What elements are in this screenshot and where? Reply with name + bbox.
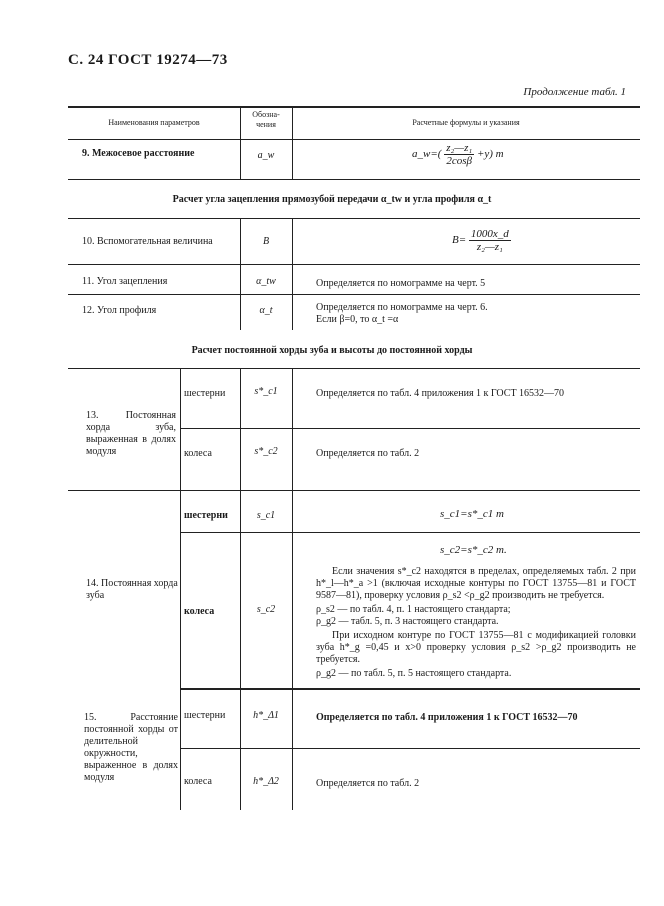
col-divider (292, 368, 293, 490)
row14-p5: ρ_g2 — по табл. 5, п. 5 настоящего стандарта. (316, 668, 512, 679)
col-header-formula: Расчетные формулы и указания (412, 118, 520, 127)
col-header-symbol: Обозна- чения (252, 110, 280, 129)
row-rule (180, 532, 640, 533)
row14-sub2: колеса (184, 606, 215, 617)
row-rule (68, 179, 640, 180)
row11-name: 11. Угол зацепления (82, 276, 168, 287)
row10-formula (452, 228, 511, 253)
formula-numerator: 1000x_d (470, 228, 509, 240)
row14-formula2: s_c2=s*_c2 m. (440, 544, 507, 556)
row-rule (180, 748, 640, 749)
row-rule (68, 368, 640, 369)
col-divider (240, 490, 241, 688)
row9-formula (412, 142, 504, 167)
row-rule (68, 490, 640, 491)
row-rule (180, 428, 640, 429)
row-rule (180, 688, 640, 690)
col-divider (292, 688, 293, 810)
row11-symbol: α_tw (256, 276, 276, 287)
col-divider (292, 139, 293, 179)
col-divider (240, 106, 241, 139)
row12-symbol: α_t (259, 305, 273, 316)
col-divider (292, 490, 293, 688)
row14-name: 14. Постоянная хорда зуба (86, 578, 178, 601)
row10-name: 10. Вспомогательная величина (82, 236, 213, 247)
row9-symbol: a_w (257, 150, 275, 161)
row15-text1: Определяется по табл. 4 приложения 1 к ГОСТ 16532—70 (316, 712, 578, 723)
section-title-2: Расчет постоянной хорды зуба и высоты до постоянной хорды (191, 345, 473, 356)
formula-part: +y) m (476, 148, 504, 161)
col-divider (240, 688, 241, 810)
table-top-rule (68, 106, 640, 108)
row15-text2: Определяется по табл. 2 (316, 778, 420, 789)
row15-sub1: шестерни (184, 710, 226, 721)
row14-p2: ρ_s2 — по табл. 4, п. 1 настоящего стандарта; (316, 604, 511, 615)
row13-sub2: колеса (184, 448, 212, 459)
row15-sym1: h*_Δ1 (253, 710, 279, 721)
row15-name: 15. Расстояние постоянной хорды от делительной окружности, выраженное в долях модуля (84, 712, 178, 783)
row14-formula1: s_c1=s*_c1 m (440, 508, 504, 520)
row12-name: 12. Угол профиля (82, 305, 157, 316)
row14-p3: ρ_g2 — табл. 5, п. 3 настоящего стандарта. (316, 616, 499, 627)
row14-sym1: s_c1 (256, 510, 276, 521)
row-rule (68, 218, 640, 219)
row11-text: Определяется по номограмме на черт. 5 (316, 278, 486, 289)
row13-name: 13. Постоянная хорда зуба, выраженная в долях модуля (86, 410, 176, 457)
col-divider (240, 368, 241, 490)
col-divider (292, 264, 293, 294)
row13-text1: Определяется по табл. 4 приложения 1 к ГОСТ 16532—70 (316, 388, 565, 399)
row14-p4: При исходном контуре по ГОСТ 13755—81 с модификацией головки зуба h*_g =0,45 и x>0 проверку условия ρ_s2 >ρ_g2 производить не требуется. (316, 630, 636, 665)
col-divider (292, 218, 293, 264)
row12-text2: Если β=0, то α_t =α (316, 314, 399, 325)
row13-sub1: шестерни (184, 388, 226, 399)
continuation-label: Продолжение табл. 1 (523, 86, 626, 98)
col-divider (240, 294, 241, 330)
section-title-1: Расчет угла зацепления прямозубой передачи α_tw и угла профиля α_t (172, 194, 492, 205)
row14-sym2: s_c2 (256, 604, 276, 615)
col-divider (180, 688, 181, 810)
row-rule (68, 264, 640, 265)
row9-name: 9. Межосевое расстояние (82, 148, 195, 159)
formula-part: a_w=( (412, 148, 442, 161)
row15-sub2: колеса (184, 776, 212, 787)
page-header: С. 24 ГОСТ 19274—73 (68, 52, 228, 68)
row14-sub1: шестерни (184, 510, 228, 521)
row13-text2: Определяется по табл. 2 (316, 448, 420, 459)
formula-denominator: z₂—z₁ (476, 241, 503, 253)
col-divider (180, 368, 181, 490)
formula-part: B= (452, 234, 467, 247)
header-rule (68, 139, 640, 140)
formula-denominator: 2cosβ (446, 155, 473, 167)
col-divider (240, 218, 241, 264)
row15-sym2: h*_Δ2 (253, 776, 279, 787)
col-divider (240, 139, 241, 179)
col-header-param: Наименования параметров (108, 118, 200, 127)
row14-p1: Если значения s*_c2 находятся в пределах, определяемых табл. 2 при h*_l—h*_a >1 (включая исходные контуры по ГОСТ 13755—81 и ГОСТ 9587—81), проверку условия ρ_s2 <ρ_g2 производить не требуется. (316, 566, 636, 601)
row10-symbol: B (262, 236, 270, 247)
col-divider (240, 264, 241, 294)
formula-numerator: z₂—z₁ (446, 142, 473, 154)
row12-text1: Определяется по номограмме на черт. 6. (316, 302, 488, 313)
col-divider (180, 490, 181, 688)
row13-sym2: s*_c2 (254, 446, 278, 457)
row-rule (68, 294, 640, 295)
row13-sym1: s*_c1 (254, 386, 278, 397)
col-divider (292, 294, 293, 330)
